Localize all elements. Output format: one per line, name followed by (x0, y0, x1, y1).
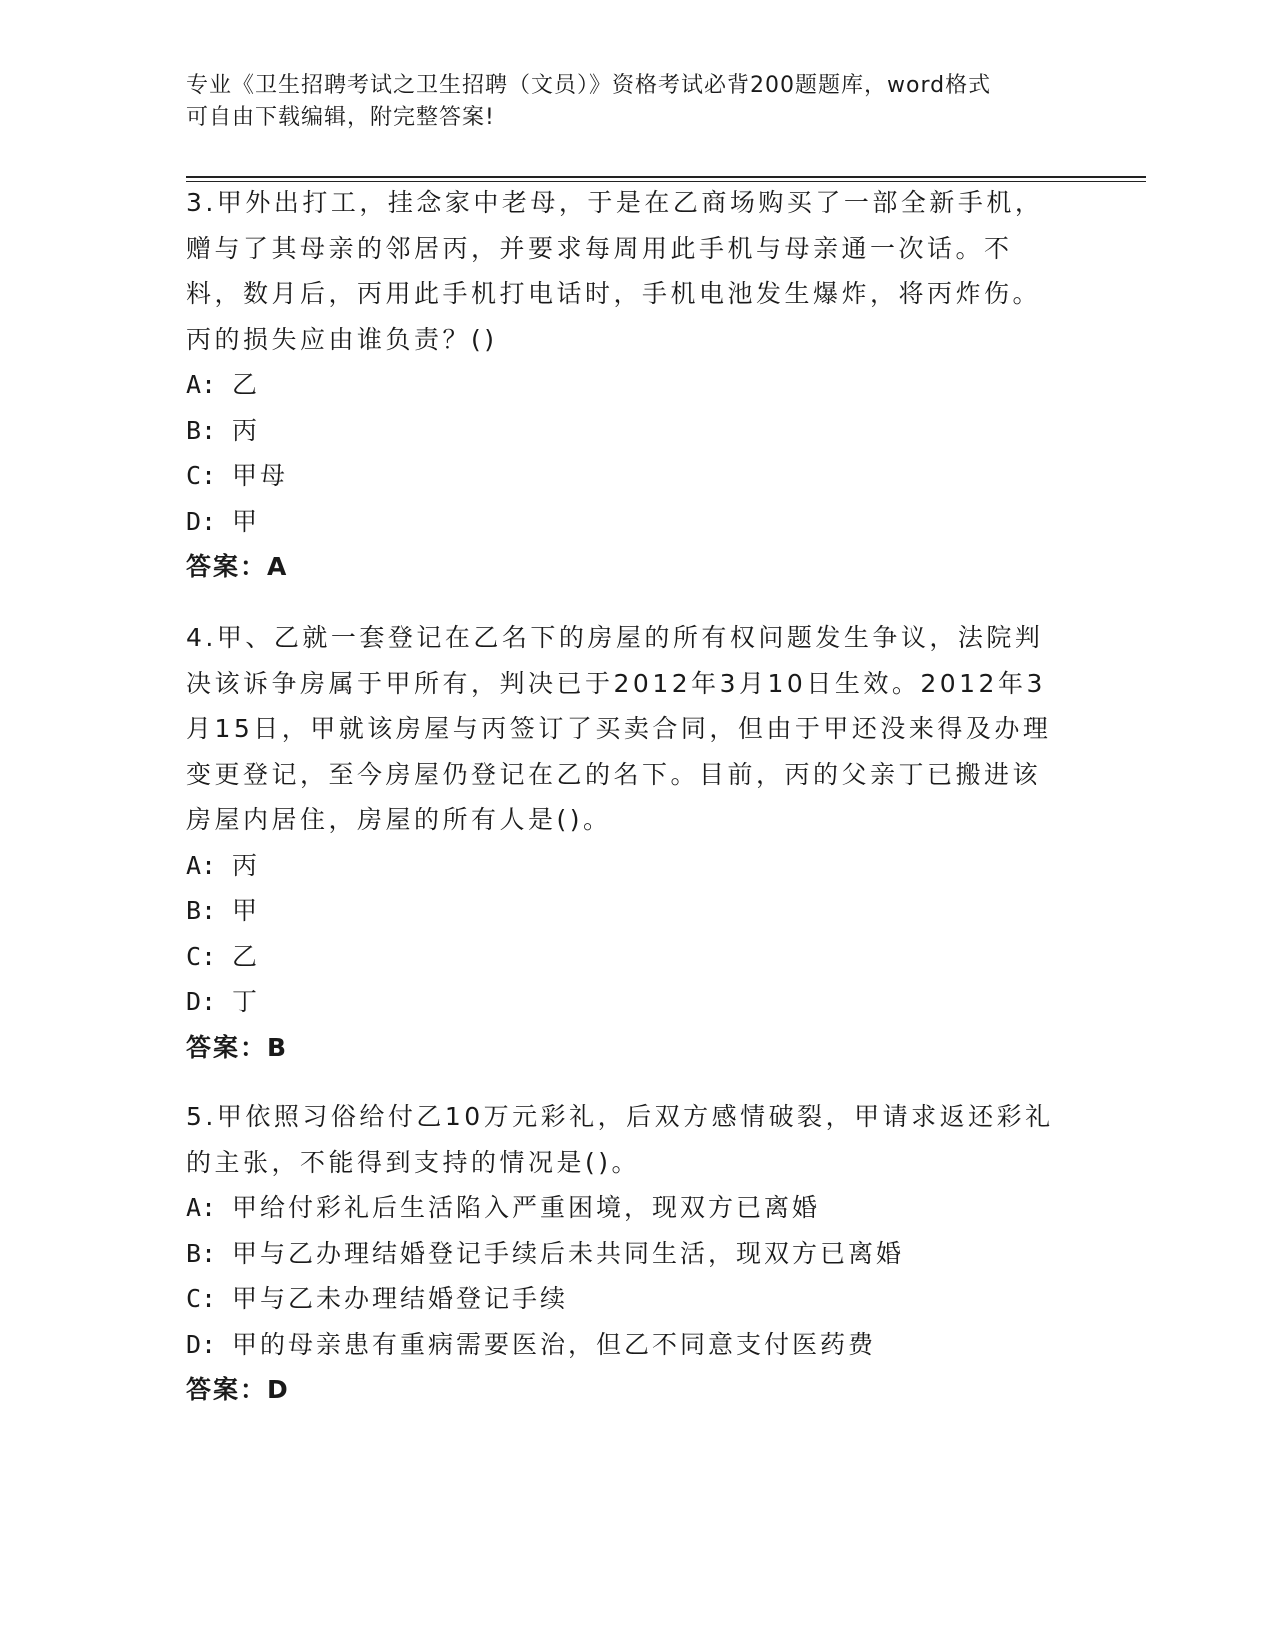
option-text: 甲母 (232, 461, 289, 490)
option-text: 甲给付彩礼后生活陷入严重困境，现双方已离婚 (232, 1193, 821, 1222)
option-text: 甲 (232, 506, 261, 536)
option-text: 乙 (232, 370, 261, 399)
header-divider-thick (186, 176, 1146, 178)
option-text: 甲的母亲患有重病需要医治，但乙不同意支付医药费 (232, 1329, 877, 1359)
option-text: 丙 (232, 415, 261, 445)
option-label: C: (186, 461, 217, 490)
answer-text: 答案：D (186, 1375, 290, 1404)
option-label: D: (186, 1329, 217, 1359)
option-c (186, 453, 1066, 499)
option-d (186, 979, 1066, 1025)
option-b (186, 1231, 1066, 1277)
question-text: 5.甲依照习俗给付乙10万元彩礼，后双方感情破裂，甲请求返还彩礼的主张，不能得到支持的情况是()。 (186, 1102, 1054, 1177)
option-a (186, 843, 1066, 889)
option-a (186, 1185, 1066, 1231)
option-c (186, 934, 1066, 980)
option-b (186, 888, 1066, 934)
answer-text: 答案：B (186, 1032, 289, 1062)
option-text: 甲与乙未办理结婚登记手续 (232, 1284, 569, 1313)
option-label: B: (186, 896, 217, 925)
option-a (186, 362, 1066, 408)
option-text: 丁 (232, 987, 261, 1016)
option-label: C: (186, 1284, 217, 1313)
option-text: 丙 (232, 850, 261, 880)
option-label: C: (186, 941, 217, 971)
option-label: A: (186, 850, 217, 880)
question-3 (186, 180, 1066, 590)
option-label: A: (186, 370, 217, 399)
option-label: A: (186, 1193, 217, 1222)
header-line-1: 专业《卫生招聘考试之卫生招聘（文员）》资格考试必背200题题库，word格式 (186, 73, 992, 98)
option-label: B: (186, 1238, 217, 1268)
question-4 (186, 615, 1066, 1070)
option-d (186, 1322, 1066, 1368)
question-text: 3.甲外出打工，挂念家中老母，于是在乙商场购买了一部全新手机，赠与了其母亲的邻居丙，并要求每周用此手机与母亲通一次话。不料，数月后，丙用此手机打电话时，手机电池发生爆炸，将丙炸伤。丙的损失应由谁负责？() (186, 188, 1044, 354)
header-line-2: 可自由下载编辑，附完整答案! (186, 105, 495, 130)
question-5 (186, 1094, 1066, 1413)
option-c (186, 1276, 1066, 1322)
option-text: 甲 (232, 896, 261, 925)
document-header (186, 70, 1066, 134)
option-text: 乙 (232, 941, 261, 971)
answer-text: 答案：A (186, 552, 289, 581)
question-text: 4.甲、乙就一套登记在乙名下的房屋的所有权问题发生争议，法院判决该诉争房属于甲所有，判决已于2012年3月10日生效。2012年3月15日，甲就该房屋与丙签订了买卖合同，但由于甲还没来得及办理变更登记，至今房屋仍登记在乙的名下。目前，丙的父亲丁已搬进该房屋内居住，房屋的所有人是()。 (186, 623, 1052, 834)
option-d (186, 499, 1066, 545)
option-label: D: (186, 506, 217, 536)
option-label: B: (186, 415, 217, 445)
option-b (186, 408, 1066, 454)
option-text: 甲与乙办理结婚登记手续后未共同生活，现双方已离婚 (232, 1238, 905, 1268)
option-label: D: (186, 987, 217, 1016)
